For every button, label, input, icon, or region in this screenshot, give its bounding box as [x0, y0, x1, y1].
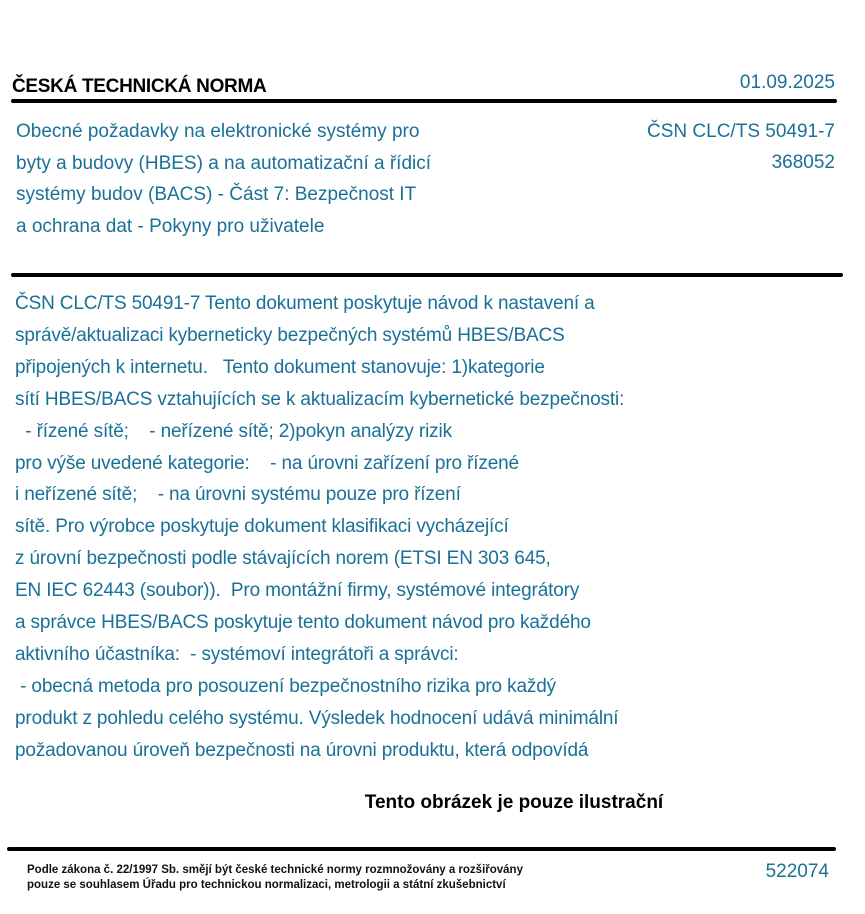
abstract-line: připojených k internetu. Tento dokument stanovuje: 1)kategorie	[15, 356, 545, 378]
abstract-line: EN IEC 62443 (soubor)). Pro montážní firmy, systémové integrátory	[15, 580, 580, 602]
illustration-disclaimer: Tento obrázek je pouze ilustrační	[364, 792, 664, 813]
standard-title-line: byty a budovy (HBES) a na automatizační a řídicí	[16, 152, 432, 174]
abstract-line: aktivního účastníka: - systémoví integrátoři a správci:	[15, 643, 459, 665]
abstract-line: ČSN CLC/TS 50491-7 Tento dokument poskytuje návod k nastavení a	[15, 293, 595, 314]
abstract-line: požadovanou úroveň bezpečnosti na úrovni produktu, která odpovídá	[15, 739, 589, 761]
publication-date: 01.09.2025	[739, 72, 835, 93]
document-type-heading: ČESKÁ TECHNICKÁ NORMA	[12, 76, 267, 97]
title-divider	[11, 273, 843, 277]
abstract-line: pro výše uvedené kategorie: - na úrovni zařízení pro řízené	[15, 452, 519, 474]
header-divider	[11, 99, 837, 103]
abstract-line: - obecná metoda pro posouzení bezpečnostního rizika pro každý	[15, 675, 556, 697]
abstract-line: sítě. Pro výrobce poskytuje dokument klasifikaci vycházející	[15, 516, 509, 538]
abstract-line: - řízené sítě; - neřízené sítě; 2)pokyn analýzy rizik	[15, 420, 452, 442]
standard-title-line: a ochrana dat - Pokyny pro uživatele	[16, 215, 325, 237]
standard-title-line: systémy budov (BACS) - Část 7: Bezpečnost IT	[16, 184, 417, 205]
catalog-number: 368052	[771, 152, 835, 173]
footer-divider	[7, 847, 836, 851]
standard-code: ČSN CLC/TS 50491-7	[647, 121, 835, 142]
copyright-notice	[27, 863, 523, 893]
abstract-line: správě/aktualizaci kyberneticky bezpečných systémů HBES/BACS	[15, 324, 565, 346]
abstract-line: i neřízené sítě; - na úrovni systému pouze pro řízení	[15, 484, 461, 506]
abstract-line: sítí HBES/BACS vztahujících se k aktualizacím kybernetické bezpečnosti:	[15, 388, 625, 410]
copyright-line: Podle zákona č. 22/1997 Sb. smějí být české technické normy rozmnožovány a rozšiřovány	[27, 864, 523, 876]
abstract-text	[15, 288, 835, 767]
abstract-line: produkt z pohledu celého systému. Výsledek hodnocení udává minimální	[15, 707, 619, 729]
abstract-line: z úrovní bezpečnosti podle stávajících norem (ETSI EN 303 645,	[15, 548, 551, 570]
standard-title	[16, 116, 536, 242]
abstract-line: a správce HBES/BACS poskytuje tento dokument návod pro každého	[15, 612, 591, 634]
footer-number: 522074	[765, 861, 829, 882]
standard-title-line: Obecné požadavky na elektronické systémy pro	[16, 121, 420, 142]
copyright-line: pouze se souhlasem Úřadu pro technickou normalizaci, metrologii a státní zkušebnictví	[27, 879, 506, 891]
